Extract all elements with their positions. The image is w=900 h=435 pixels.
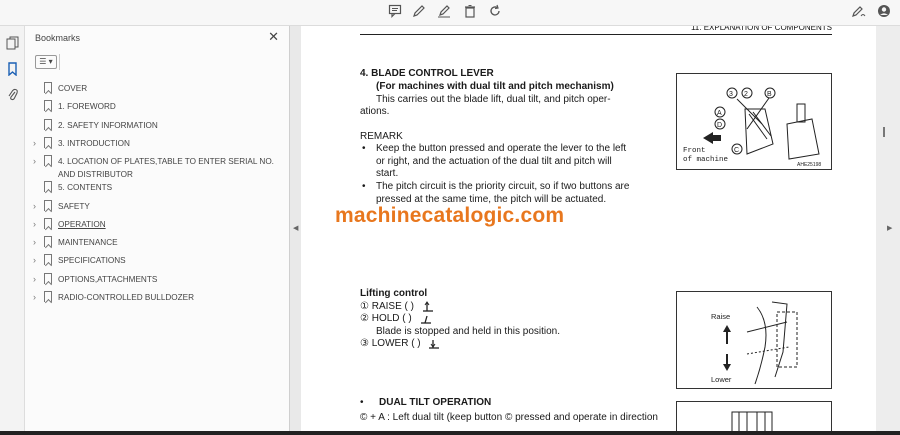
remark-label: REMARK: [360, 131, 403, 142]
pages-icon[interactable]: [4, 36, 21, 53]
highlight-icon[interactable]: [435, 4, 453, 22]
chevron-right-icon[interactable]: ›: [33, 219, 36, 229]
svg-text:2: 2: [744, 91, 748, 98]
hold-lever-icon: [419, 313, 433, 324]
intro-line-2: ations.: [360, 106, 390, 117]
bullet-dot: •: [362, 181, 366, 192]
left-rail: [0, 26, 25, 435]
bottom-edge: [0, 431, 900, 435]
account-icon[interactable]: [875, 4, 893, 22]
options-divider: [59, 54, 60, 70]
bookmark-label: COVER: [58, 84, 88, 93]
bookmark-icon: [44, 82, 52, 93]
bookmark-label: OPERATION: [58, 220, 106, 229]
bookmark-icon: [44, 100, 52, 111]
pen-icon[interactable]: [410, 4, 428, 22]
dual-tilt-line: © + A : Left dual tilt (keep button © pressed and operate in direction: [360, 412, 658, 423]
svg-text:A: A: [717, 110, 722, 117]
bullet1-line-1: Keep the button pressed and operate the lever to the left: [376, 143, 627, 154]
raise-lever-icon: [421, 301, 435, 312]
chevron-right-icon[interactable]: ›: [33, 156, 36, 166]
bullet2-line-1: The pitch circuit is the priority circuit, so if two buttons are: [376, 181, 630, 192]
lower-line: ③ LOWER ( ): [360, 338, 421, 349]
bookmark-label: 2. SAFETY INFORMATION: [58, 121, 158, 130]
hold-line: ② HOLD ( ): [360, 313, 412, 324]
watermark-text: machinecatalogic.com: [335, 204, 565, 227]
bullet1-line-3: start.: [376, 168, 399, 179]
bookmarks-title: Bookmarks: [35, 33, 81, 43]
close-icon[interactable]: ✕: [268, 29, 279, 44]
bookmark-icon: [44, 155, 52, 166]
bookmark-label: OPTIONS,ATTACHMENTS: [58, 275, 158, 284]
svg-text:3: 3: [729, 91, 733, 98]
document-page: [301, 26, 876, 435]
intro-line-1: This carries out the blade lift, dual tilt, and pitch oper-: [376, 94, 611, 105]
chevron-right-icon[interactable]: ›: [33, 255, 36, 265]
chevron-right-icon[interactable]: ›: [33, 138, 36, 148]
lower-lever-icon: [427, 338, 441, 349]
fill-sign-icon[interactable]: [850, 4, 868, 22]
svg-text:Lower: Lower: [711, 375, 732, 384]
svg-text:of machine: of machine: [683, 156, 729, 164]
page-header: 11. EXPLANATION OF COMPONENTS: [690, 26, 832, 32]
bookmark-label: SPECIFICATIONS: [58, 256, 126, 265]
bookmark-icon: [44, 218, 52, 229]
collapse-panel-icon[interactable]: ◀: [293, 225, 299, 232]
lever-diagram: [677, 74, 833, 171]
bookmark-label: 5. CONTENTS: [58, 183, 113, 192]
bookmark-label: 3. INTRODUCTION: [58, 139, 130, 148]
svg-text:B: B: [767, 91, 772, 98]
dual-tilt-title: DUAL TILT OPERATION: [379, 397, 492, 408]
dual-tilt-figure: [676, 401, 832, 435]
bookmark-icon: [44, 273, 52, 284]
bookmark-icon: [44, 137, 52, 148]
bullet1-line-2: or right, and the actuation of the dual tilt and pitch will: [376, 156, 612, 167]
expand-right-icon[interactable]: ▶: [887, 225, 893, 232]
bookmark-icon: [44, 119, 52, 130]
chevron-right-icon[interactable]: ›: [33, 237, 36, 247]
chevron-right-icon[interactable]: ›: [33, 201, 36, 211]
top-toolbar: [0, 0, 900, 26]
bullet-dot: •: [360, 397, 364, 408]
bookmark-icon: [44, 291, 52, 302]
bookmark-label: SAFETY: [58, 202, 90, 211]
blade-lever-figure: [676, 73, 832, 170]
lift-diagram: [677, 292, 833, 390]
bookmark-options-button[interactable]: ☰ ▾: [35, 55, 57, 69]
bullet-dot: •: [362, 143, 366, 154]
bookmarks-panel: [25, 26, 290, 435]
header-rule: [360, 34, 832, 35]
hold-description: Blade is stopped and held in this position.: [376, 326, 561, 337]
attachments-icon[interactable]: [4, 88, 21, 105]
bookmark-icon: [44, 236, 52, 247]
bookmark-label: MAINTENANCE: [58, 238, 118, 247]
bookmark-label: 4. LOCATION OF PLATES,TABLE TO ENTER SERIAL NO. AND DISTRIBUTOR: [58, 157, 274, 179]
lifting-figure: [676, 291, 832, 389]
comment-icon[interactable]: [386, 4, 404, 22]
svg-text:AHE25198: AHE25198: [797, 162, 822, 168]
svg-text:D: D: [717, 122, 723, 129]
rotate-icon[interactable]: [486, 4, 504, 22]
svg-text:C: C: [734, 147, 740, 154]
bookmark-icon: [44, 200, 52, 211]
section-subtitle: (For machines with dual tilt and pitch mechanism): [376, 81, 614, 92]
delete-icon[interactable]: [461, 4, 479, 22]
raise-line: ① RAISE ( ): [360, 301, 414, 312]
svg-text:Front: Front: [683, 147, 706, 155]
bookmark-icon: [44, 181, 52, 192]
lifting-control-title: Lifting control: [360, 288, 428, 299]
bookmark-label: RADIO-CONTROLLED BULLDOZER: [58, 293, 195, 302]
bookmark-label: 1. FOREWORD: [58, 102, 116, 111]
svg-text:Raise: Raise: [711, 312, 731, 321]
chevron-right-icon[interactable]: ›: [33, 274, 36, 284]
bookmarks-icon[interactable]: [4, 62, 21, 79]
section-title: 4. BLADE CONTROL LEVER: [360, 68, 494, 79]
bookmark-icon: [44, 254, 52, 265]
scroll-thumb[interactable]: [883, 127, 885, 137]
chevron-right-icon[interactable]: ›: [33, 292, 36, 302]
bullet2-line-2: pressed at the same time, the pitch will be actuated.: [376, 194, 607, 205]
